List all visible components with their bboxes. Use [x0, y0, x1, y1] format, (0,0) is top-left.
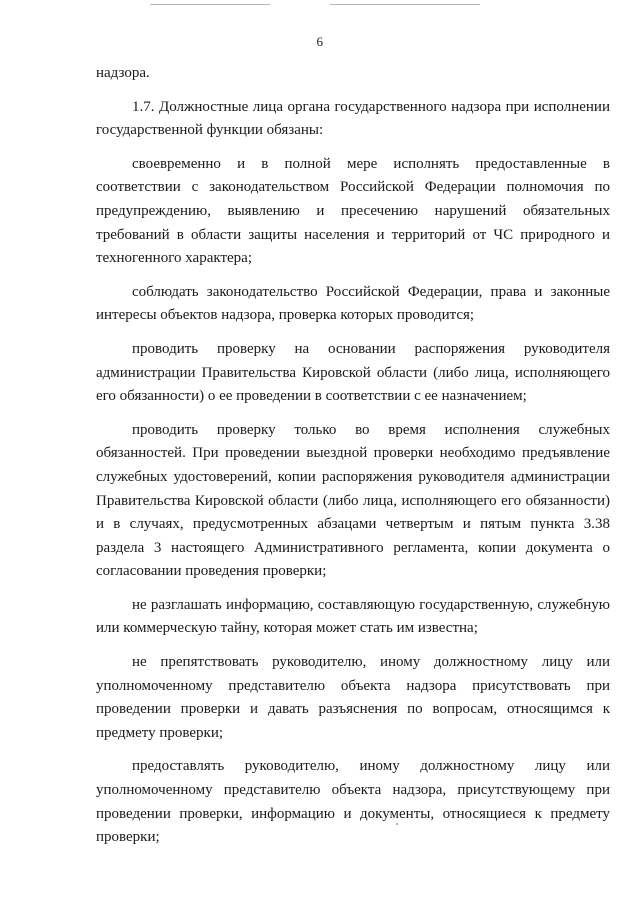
paragraph-duty-confidentiality: не разглашать информацию, составляющую государственную, служебную или коммерческую тайну, которая может стать им известна;	[96, 596, 610, 637]
page-number: 6	[316, 34, 324, 49]
document-body	[96, 62, 610, 860]
paragraph-section-1-7: 1.7. Должностные лица органа государственного надзора при исполнении государственной функции обязаны:	[96, 98, 610, 139]
paragraph-duty-comply-law: соблюдать законодательство Российской Федерации, права и законные интересы объектов надзора, проверка которых проводится;	[96, 283, 610, 324]
paragraph-duty-inspect-on-duty: проводить проверку только во время исполнения служебных обязанностей. При проведении выездной проверки необходимо предъявление служебных удостоверений, копии распоряжения руководителя администрации Правительства Кировской области (либо лица, исполняющего его обязанности) и в случаях, предусмотренных абзацами четвертым и пятым пункта 3.38 раздела 3 настоящего Административного регламента, копии документа о согласовании проведения проверки;	[96, 421, 610, 580]
scan-top-rule-right	[330, 4, 480, 5]
scan-speck	[396, 823, 398, 825]
paragraph-duty-exercise-powers: своевременно и в полной мере исполнять предоставленные в соответствии с законодательством Российской Федерации полномочия по предупреждению, выявлению и пресечению нарушений обязательных требований в области защиты населения и территорий от ЧС природного и техногенного характера;	[96, 155, 610, 267]
paragraph-duty-not-obstruct: не препятствовать руководителю, иному должностному лицу или уполномоченному представителю объекта надзора присутствовать при проведении проверки и давать разъяснения по вопросам, относящимся к предмету проверки;	[96, 654, 610, 741]
scan-top-rule-left	[150, 4, 270, 5]
paragraph-duty-inspect-by-order: проводить проверку на основании распоряжения руководителя администрации Правительства Кировской области (либо лица, исполняющего его обязанности) о ее проведении в соответствии с ее назначением;	[96, 340, 610, 405]
paragraph-continuation: надзора.	[96, 65, 150, 81]
paragraph-duty-provide-info: предоставлять руководителю, иному должностному лицу или уполномоченному представителю объекта надзора, присутствующему при проведении проверки, информацию и документы, относящиеся к предмету проверки;	[96, 758, 610, 846]
